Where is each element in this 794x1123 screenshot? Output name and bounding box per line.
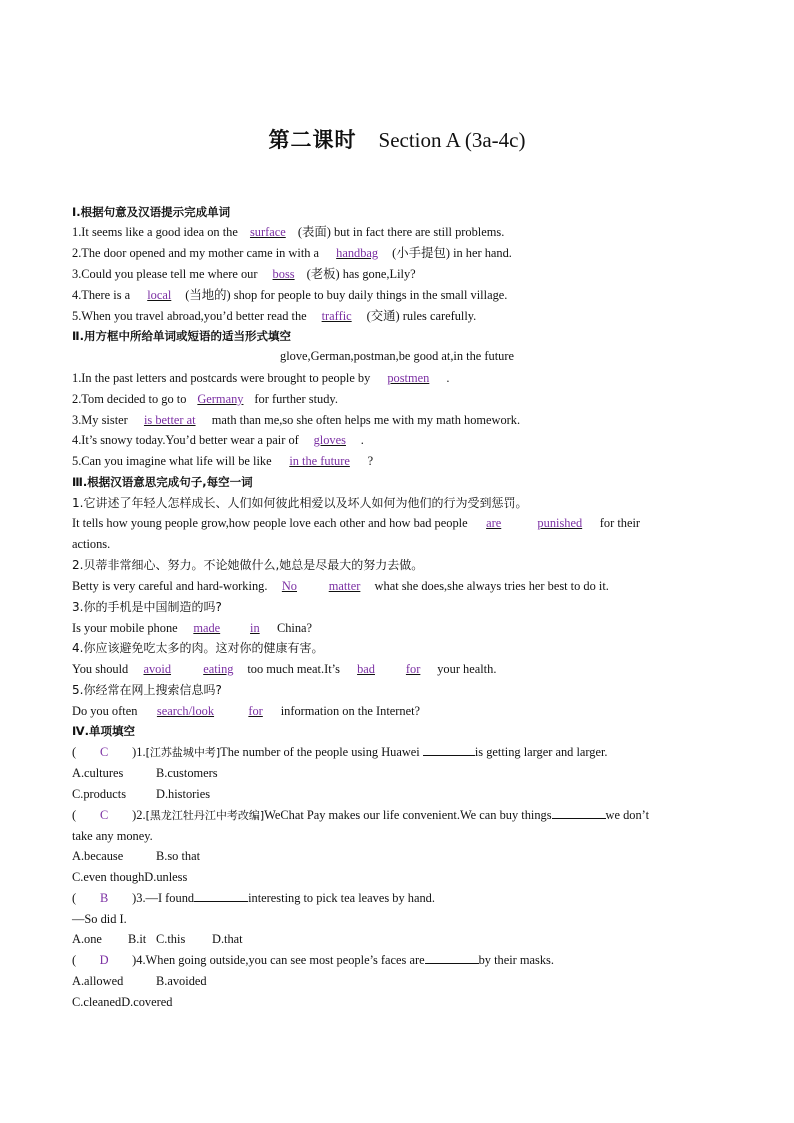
s4-q1 bbox=[72, 744, 724, 761]
s2-item-4-answer: gloves bbox=[313, 433, 346, 447]
s4-q1-options-ab bbox=[72, 765, 724, 781]
s1-item-4 bbox=[72, 287, 724, 303]
s4-q4 bbox=[72, 952, 724, 968]
s2-item-5 bbox=[72, 453, 724, 469]
s4-q4-blank bbox=[425, 952, 479, 964]
word-box: glove,German,postman,be good at,in the future bbox=[280, 349, 514, 363]
s1-item-5 bbox=[72, 308, 724, 324]
s4-q1-blank bbox=[423, 744, 475, 756]
title-chinese: 第二课时 bbox=[268, 127, 357, 152]
s4-q2-text-pre: WeChat Pay makes our life convenient.We can buy things bbox=[264, 808, 552, 822]
s4-q1-text-post: is getting larger and larger. bbox=[474, 745, 608, 759]
s3-q1-answer-1: are bbox=[486, 516, 502, 530]
s2-item-2-pre: 2.Tom decided to go to bbox=[72, 392, 187, 406]
s3-q3-pre: Is your mobile phone bbox=[72, 621, 181, 635]
s4-q2-answer: C bbox=[100, 808, 109, 822]
s4-q3-blank bbox=[194, 890, 248, 902]
s3-q2-english bbox=[72, 578, 724, 594]
s4-q2-line2: take any money. bbox=[72, 829, 153, 843]
s2-item-3 bbox=[72, 412, 724, 428]
s2-item-3-answer: is better at bbox=[143, 413, 196, 427]
s3-q1-chinese: 1.它讲述了年轻人怎样成长、人们如何彼此相爱以及坏人如何为他们的行为受到惩罚。 bbox=[72, 496, 528, 510]
s4-q3-number: )3.—I found bbox=[132, 891, 195, 905]
s2-item-3-post: math than me,so she often helps me with my math homework. bbox=[211, 413, 521, 427]
s3-q3-answer-2: in bbox=[250, 621, 260, 635]
s4-q2-options-ab bbox=[72, 848, 724, 864]
s4-q4-option-b: B.avoided bbox=[156, 974, 207, 988]
s3-q3-english bbox=[72, 620, 724, 636]
s1-item-3-answer: boss bbox=[272, 267, 295, 281]
s1-item-1 bbox=[72, 224, 724, 240]
s4-q3-answer: B bbox=[100, 891, 109, 905]
s3-q2-post: what she does,she always tries her best to do it. bbox=[374, 579, 609, 593]
s3-q5-english bbox=[72, 703, 724, 719]
s4-q1-options-cd bbox=[72, 786, 724, 802]
s4-q1-number: )1. bbox=[132, 745, 146, 759]
s3-q2-answer-2: matter bbox=[328, 579, 361, 593]
s1-item-2-answer: handbag bbox=[336, 246, 379, 260]
s2-item-1-pre: 1.In the past letters and postcards were brought to people by bbox=[72, 371, 371, 385]
s2-item-2 bbox=[72, 391, 724, 407]
s3-q1-post: for their bbox=[599, 516, 641, 530]
s1-item-2-pre: 2.The door opened and my mother came in with a bbox=[72, 246, 323, 260]
s4-q2-option-b: B.so that bbox=[156, 849, 201, 863]
s3-q1-english bbox=[72, 515, 724, 531]
s4-q1-source: [江苏盐城中考] bbox=[145, 746, 221, 759]
page-title bbox=[0, 124, 794, 154]
s3-q1-answer-2: punished bbox=[537, 516, 583, 530]
s3-q1-english-line2: actions. bbox=[72, 537, 111, 551]
s4-q2-blank bbox=[552, 807, 606, 819]
s4-q3-open-paren: ( bbox=[72, 891, 77, 905]
s3-q3-post: China? bbox=[273, 621, 313, 635]
section-4-header: Ⅳ.单项填空 bbox=[72, 724, 136, 738]
s2-item-2-answer: Germany bbox=[197, 392, 244, 406]
s4-q1-option-d: D.histories bbox=[156, 787, 211, 801]
s3-q2-pre: Betty is very careful and hard-working. bbox=[72, 579, 268, 593]
s4-q3-option-c: C.this bbox=[156, 932, 186, 946]
s4-q3-text-post: interesting to pick tea leaves by hand. bbox=[248, 891, 435, 905]
s2-item-5-answer: in the future bbox=[289, 454, 350, 468]
s3-q5-pre: Do you often bbox=[72, 704, 141, 718]
s2-item-1-answer: postmen bbox=[387, 371, 430, 385]
s3-q5-chinese: 5.你经常在网上搜索信息吗? bbox=[72, 683, 222, 697]
s1-item-5-post: (交通) rules carefully. bbox=[366, 309, 477, 323]
s4-q3-options bbox=[72, 931, 724, 947]
s3-q5-answer-1: search/look bbox=[156, 704, 215, 718]
s2-item-2-post: for further study. bbox=[254, 392, 338, 406]
s3-q4-answer-1: avoid bbox=[143, 662, 172, 676]
s4-q2-options-cd: C.even thoughD.unless bbox=[72, 870, 188, 884]
section-1-header: Ⅰ.根据句意及汉语提示完成单词 bbox=[72, 205, 231, 219]
s2-item-4-pre: 4.It’s snowy today.You’d better wear a pair of bbox=[72, 433, 299, 447]
s1-item-2-post: (小手提包) in her hand. bbox=[392, 246, 512, 260]
s4-q1-open-paren: ( bbox=[72, 745, 77, 759]
s2-item-3-pre: 3.My sister bbox=[72, 413, 128, 427]
s4-q2-source: [黑龙江牡丹江中考改编] bbox=[145, 809, 265, 822]
s3-q4-english bbox=[72, 661, 724, 677]
s4-q3 bbox=[72, 890, 724, 906]
title-section: Section A (3a-4c) bbox=[378, 128, 526, 152]
section-2-header: Ⅱ.用方框中所给单词或短语的适当形式填空 bbox=[72, 329, 291, 343]
s2-item-5-post: ? bbox=[367, 454, 374, 468]
s2-item-1-post: . bbox=[446, 371, 450, 385]
s4-q4-open-paren: ( bbox=[72, 953, 77, 967]
s1-item-1-pre: 1.It seems like a good idea on the bbox=[72, 225, 238, 239]
s4-q3-option-d: D.that bbox=[212, 932, 243, 946]
s3-q4-chinese: 4.你应该避免吃太多的肉。这对你的健康有害。 bbox=[72, 641, 324, 655]
s1-item-3 bbox=[72, 266, 724, 282]
s3-q2-answer-1: No bbox=[281, 579, 298, 593]
s4-q3-option-a: A.one bbox=[72, 932, 102, 946]
s4-q4-option-a: A.allowed bbox=[72, 974, 124, 988]
s2-item-1 bbox=[72, 370, 724, 386]
s3-q4-answer-3: bad bbox=[357, 662, 375, 676]
s2-item-5-pre: 5.Can you imagine what life will be like bbox=[72, 454, 272, 468]
s4-q1-option-a: A.cultures bbox=[72, 766, 124, 780]
s4-q3-option-b: B.it bbox=[128, 932, 147, 946]
s4-q1-text-pre: The number of the people using Huawei bbox=[220, 745, 423, 759]
s4-q2-open-paren: ( bbox=[72, 808, 77, 822]
s4-q4-number: )4.When going outside,you can see most people’s faces are bbox=[132, 953, 425, 967]
s4-q4-answer: D bbox=[99, 953, 109, 967]
s4-q2-number: )2. bbox=[132, 808, 146, 822]
s1-item-1-answer: surface bbox=[249, 225, 286, 239]
s3-q2-chinese: 2.贝蒂非常细心、努力。不论她做什么,她总是尽最大的努力去做。 bbox=[72, 558, 424, 572]
s3-q1-pre: It tells how young people grow,how people love each other and how bad people bbox=[72, 516, 471, 530]
s1-item-1-post: (表面) but in fact there are still problems. bbox=[297, 225, 505, 239]
s3-q4-pre: You should bbox=[72, 662, 129, 676]
s3-q4-mid: too much meat.It’s bbox=[247, 662, 344, 676]
s4-q4-options-cd: C.cleanedD.covered bbox=[72, 995, 173, 1009]
s3-q3-chinese: 3.你的手机是中国制造的吗? bbox=[72, 600, 222, 614]
s3-q5-answer-2: for bbox=[248, 704, 263, 718]
s1-item-4-pre: 4.There is a bbox=[72, 288, 134, 302]
s3-q3-answer-1: made bbox=[193, 621, 221, 635]
s3-q4-post: your health. bbox=[434, 662, 497, 676]
s1-item-5-pre: 5.When you travel abroad,you’d better read the bbox=[72, 309, 307, 323]
s1-item-5-answer: traffic bbox=[321, 309, 352, 323]
s3-q4-answer-4: for bbox=[405, 662, 421, 676]
section-3-header: Ⅲ.根据汉语意思完成句子,每空一词 bbox=[72, 475, 253, 489]
s4-q3-line2: —So did I. bbox=[72, 912, 127, 926]
s1-item-2 bbox=[72, 245, 724, 261]
s2-item-4 bbox=[72, 432, 724, 448]
s4-q2-text-post: we don’t bbox=[605, 808, 650, 822]
s2-item-4-post: . bbox=[360, 433, 364, 447]
s4-q1-option-c: C.products bbox=[72, 787, 127, 801]
s4-q2 bbox=[72, 807, 724, 824]
s4-q4-options-ab bbox=[72, 973, 724, 989]
s1-item-4-answer: local bbox=[147, 288, 172, 302]
s1-item-4-post: (当地的) shop for people to buy daily things in the small village. bbox=[185, 288, 508, 302]
s1-item-3-pre: 3.Could you please tell me where our bbox=[72, 267, 261, 281]
s3-q4-answer-2: eating bbox=[203, 662, 234, 676]
s4-q1-option-b: B.customers bbox=[156, 766, 218, 780]
s4-q4-text-post: by their masks. bbox=[478, 953, 554, 967]
s3-q5-post: information on the Internet? bbox=[277, 704, 421, 718]
s4-q1-answer: C bbox=[100, 745, 109, 759]
s1-item-3-post: (老板) has gone,Lily? bbox=[306, 267, 416, 281]
s4-q2-option-a: A.because bbox=[72, 849, 124, 863]
